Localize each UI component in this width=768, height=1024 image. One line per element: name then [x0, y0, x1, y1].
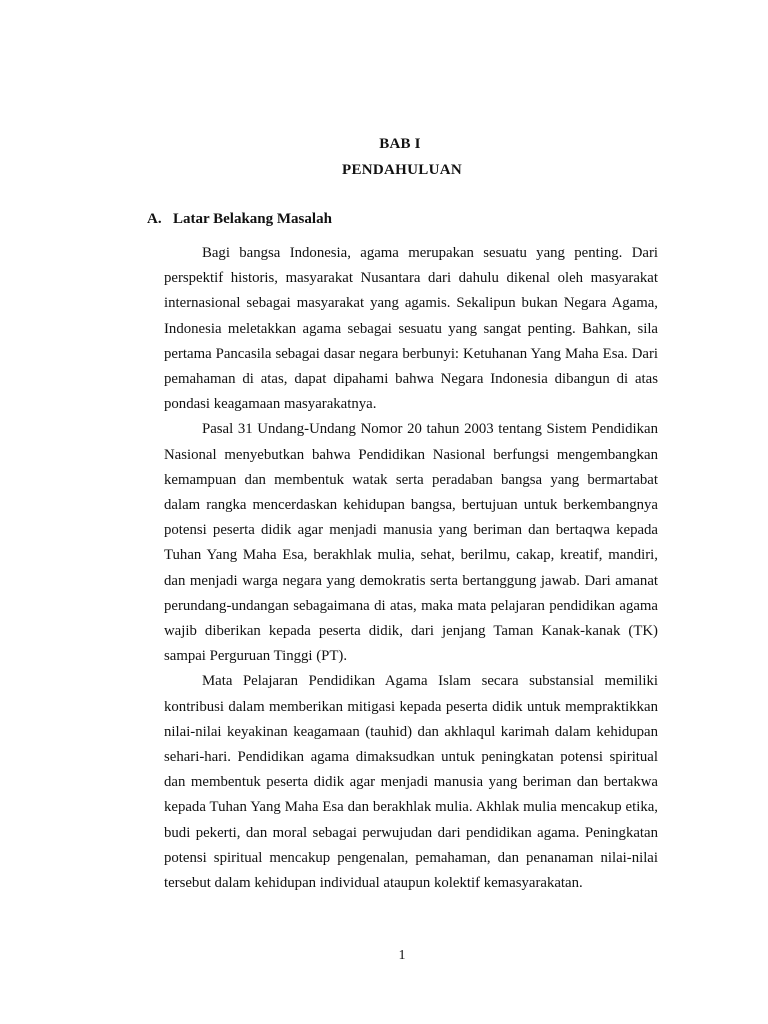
page-number: 1 [398, 948, 406, 963]
chapter-number: BAB I [379, 136, 421, 152]
paragraph: Pasal 31 Undang-Undang Nomor 20 tahun 2003 tentang Sistem Pendidikan Nasional menyebutkan bahwa Pendidikan Nasional berfungsi mengembangkan kemampuan dan membentuk watak serta peradaban bangsa yang bermartabat dalam rangka mencerdaskan kehidupan bangsa, bertujuan untuk berkembangnya potensi peserta didik agar menjadi manusia yang beriman dan bertaqwa kepada Tuhan Yang Maha Esa, berakhlak mulia, sehat, berilmu, cakap, kreatif, mandiri, dan menjadi warga negara yang demokratis serta bertanggung jawab. Dari amanat perundang-undangan sebagaimana di atas, maka mata pelajaran pendidikan agama wajib diberikan kepada peserta didik, dari jenjang Taman Kanak-kanak (TK) sampai Perguruan Tinggi (PT). [164, 421, 658, 665]
section-letter: A. [147, 211, 162, 227]
section-title: Latar Belakang Masalah [173, 211, 332, 227]
body-text [164, 241, 658, 896]
paragraph: Bagi bangsa Indonesia, agama merupakan sesuatu yang penting. Dari perspektif historis, masyarakat Nusantara dari dahulu dikenal oleh masyarakat internasional sebagai masyarakat yang agamis. Sekalipun bukan Negara Agama, Indonesia meletakkan agama sebagai sesuatu yang sangat penting. Bahkan, sila pertama Pancasila sebagai dasar negara berbunyi: Ketuhanan Yang Maha Esa. Dari pemahaman di atas, dapat dipahami bahwa Negara Indonesia dibangun di atas pondasi keagamaan masyarakatnya. [164, 245, 658, 413]
chapter-title: PENDAHULUAN [342, 162, 462, 178]
section-heading [147, 211, 332, 228]
paragraph: Mata Pelajaran Pendidikan Agama Islam secara substansial memiliki kontribusi dalam memberikan mitigasi kepada peserta didik untuk mempraktikkan nilai-nilai keyakinan keagamaan (tauhid) dan akhlaqul karimah dalam kehidupan sehari-hari. Pendidikan agama dimaksudkan untuk peningkatan potensi spiritual dan membentuk peserta didik agar menjadi manusia yang beriman dan bertakwa kepada Tuhan Yang Maha Esa dan berakhlak mulia. Akhlak mulia mencakup etika, budi pekerti, dan moral sebagai perwujudan dari pendidikan agama. Peningkatan potensi spiritual mencakup pengenalan, pemahaman, dan penanaman nilai-nilai tersebut dalam kehidupan individual ataupun kolektif kemasyarakatan. [164, 673, 658, 892]
